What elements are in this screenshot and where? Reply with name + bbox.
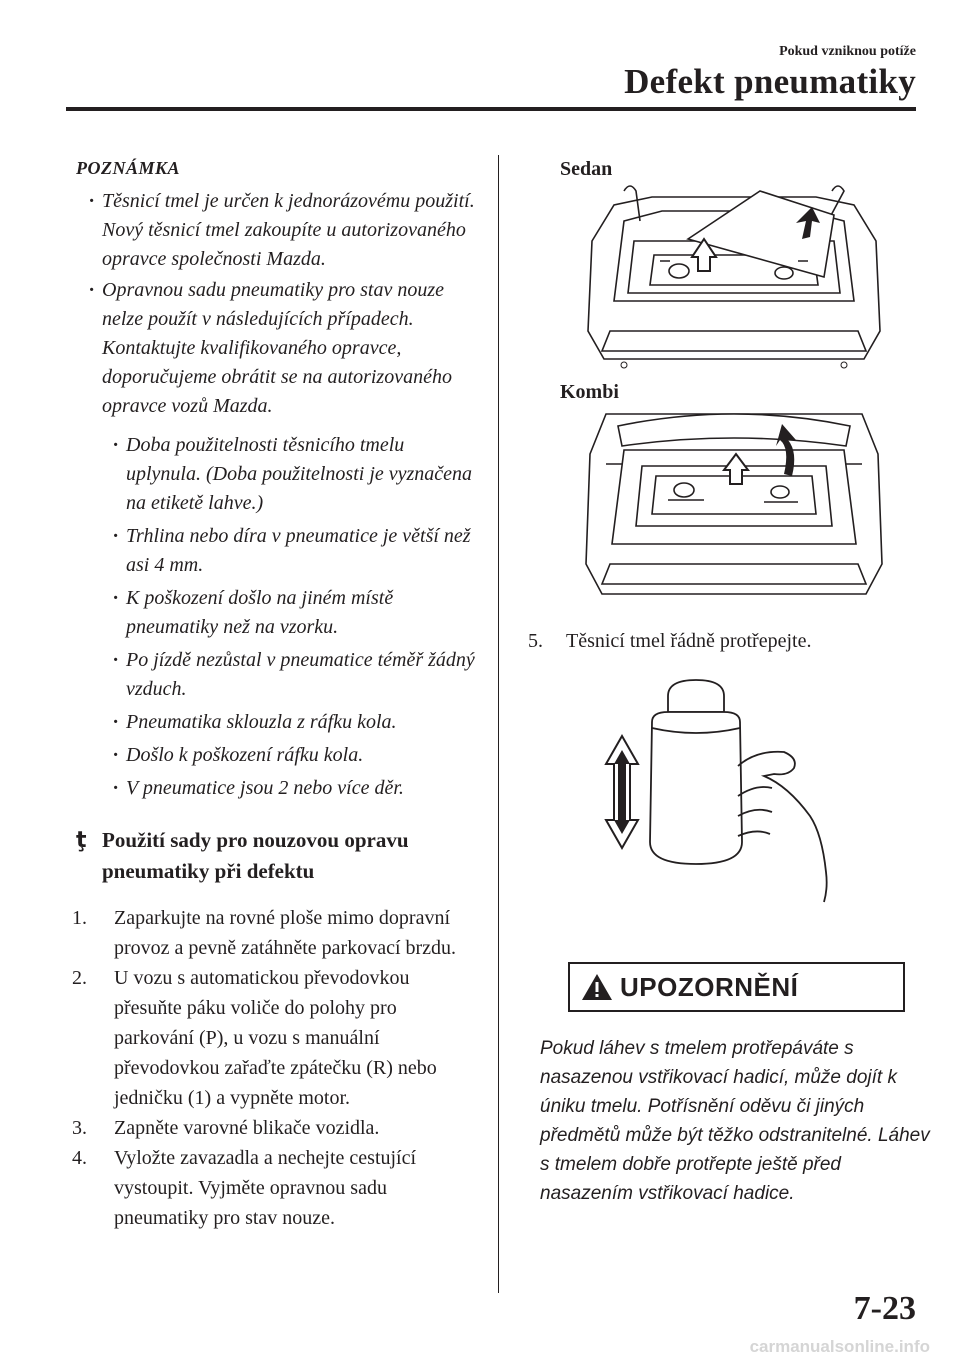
column-divider xyxy=(498,155,499,1293)
step-text: U vozu s automatickou převodovkou přesuňte páku voliče do polohy pro parkování (P), u vozu s manuální převodovkou zařaďte zpátečku (R) nebo jedničku (1) a vypněte motor. xyxy=(114,967,437,1109)
page-number: 7-23 xyxy=(853,1290,916,1327)
kombi-trunk-illustration xyxy=(584,404,884,610)
note-subitem: · Doba použitelnosti těsnicího tmelu uplynula. (Doba použitelnosti je vyznačena na etiketě lahve.) xyxy=(126,431,476,518)
step-number: 1. xyxy=(72,907,87,929)
note-subitem: · V pneumatice jsou 2 nebo více děr. xyxy=(126,774,476,803)
header-rule xyxy=(66,107,916,111)
step-text: Vyložte zavazadla a nechejte cestující vystoupit. Vyjměte opravnou sadu pneumatiky pro stav nouze. xyxy=(114,1147,417,1229)
warning-text: Pokud láhev s tmelem protřepáváte s nasazenou vstřikovací hadicí, může dojít k úniku tmelu. Potřísnění oděvu či jiných předmětů může být těžko odstranitelné. Láhev s tmelem dobře protřepte ještě před nasazením vstřikovací hadice. xyxy=(540,1038,930,1204)
note-item-text: Opravnou sadu pneumatiky pro stav nouze nelze použít v následujících případech. Kontaktujte kvalifikovaného opravce, doporučujeme obrátit se na autorizovaného opravce vozů Mazda. xyxy=(102,279,452,417)
step-item xyxy=(66,963,476,1113)
note-subitem: · Pneumatika sklouzla z ráfku kola. xyxy=(126,708,476,737)
step-item xyxy=(66,903,476,963)
note-item xyxy=(102,187,476,274)
step-item xyxy=(66,1143,476,1233)
page-title: Defekt pneumatiky xyxy=(624,62,916,101)
note-sublist xyxy=(102,431,476,803)
section-marker-icon: ţ xyxy=(76,828,87,853)
left-column xyxy=(66,158,476,1233)
bottle-shaking-illustration xyxy=(588,666,888,936)
sedan-label: Sedan xyxy=(560,158,613,180)
step-number: 5. xyxy=(528,630,543,652)
warning-box xyxy=(568,962,905,1012)
step-item xyxy=(528,626,928,656)
chapter-title: Pokud vzniknou potíže xyxy=(779,44,916,59)
note-item-text: Těsnicí tmel je určen k jednorázovému použití. Nový těsnicí tmel zakoupíte u autorizovaného opravce společnosti Mazda. xyxy=(102,190,475,270)
warning-triangle-icon xyxy=(580,972,614,1002)
note-subitem: · Došlo k poškození ráfku kola. xyxy=(126,741,476,770)
section-heading xyxy=(66,825,476,887)
step-number: 3. xyxy=(72,1117,87,1139)
steps-list xyxy=(66,903,476,1233)
step-text: Zaparkujte na rovné ploše mimo dopravní provoz a pevně zatáhněte parkovací brzdu. xyxy=(114,907,457,959)
warning-label: UPOZORNĚNÍ xyxy=(620,971,799,1002)
step-item xyxy=(66,1113,476,1143)
note-title: POZNÁMKA xyxy=(76,158,181,178)
step-text: Zapněte varovné blikače vozidla. xyxy=(114,1117,380,1139)
note-subitem: · K poškození došlo na jiném místě pneumatiky než na vzorku. xyxy=(126,584,476,642)
note-item xyxy=(102,276,476,803)
right-column xyxy=(528,158,928,1208)
kombi-label: Kombi xyxy=(560,381,619,403)
step-text: Těsnicí tmel řádně protřepejte. xyxy=(566,630,812,652)
step-number: 2. xyxy=(72,967,87,989)
note-subitem: · Po jízdě nezůstal v pneumatice téměř žádný vzduch. xyxy=(126,646,476,704)
sedan-trunk-illustration xyxy=(584,181,884,377)
note-list xyxy=(66,187,476,803)
watermark: carmanualsonline.info xyxy=(749,1337,930,1356)
step-number: 4. xyxy=(72,1147,87,1169)
note-subitem: · Trhlina nebo díra v pneumatice je větší než asi 4 mm. xyxy=(126,522,476,580)
section-title: Použití sady pro nouzovou opravu pneumatiky při defektu xyxy=(102,828,409,883)
